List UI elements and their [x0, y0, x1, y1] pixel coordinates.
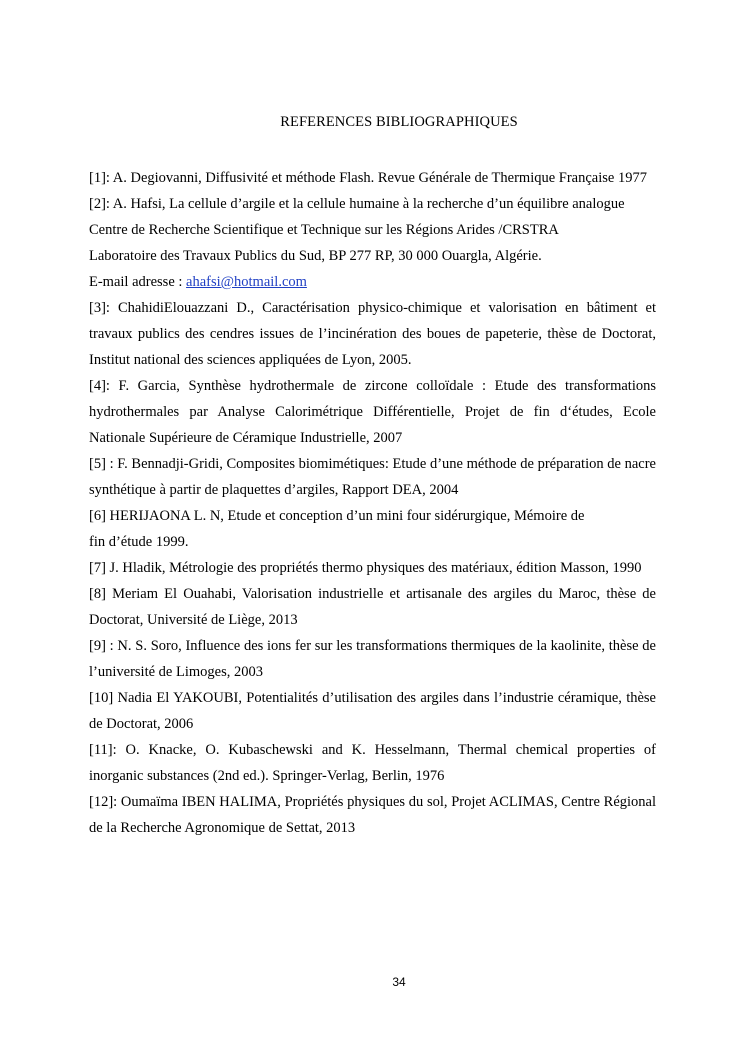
reference-6: [6] HERIJAONA L. N, Etude et conception d’un mini four sidérurgique, Mémoire de: [89, 508, 585, 524]
reference-10: [10] Nadia El YAKOUBI, Potentialités d’utilisation des argiles dans l’industrie céramique, thèse de Doctorat, 2006: [89, 690, 656, 732]
reference-8: [8] Meriam El Ouahabi, Valorisation industrielle et artisanale des argiles du Maroc, thèse de Doctorat, Université de Liège, 2013: [89, 586, 656, 628]
page-title: REFERENCES BIBLIOGRAPHIQUES: [280, 114, 518, 130]
reference-2-address: Laboratoire des Travaux Publics du Sud, BP 277 RP, 30 000 Ouargla, Algérie.: [89, 248, 542, 264]
email-link[interactable]: ahafsi@hotmail.com: [186, 274, 307, 290]
reference-2: [2]: A. Hafsi, La cellule d’argile et la cellule humaine à la recherche d’un équilibre analogue: [89, 196, 625, 212]
reference-2-affiliation: Centre de Recherche Scientifique et Technique sur les Régions Arides /CRSTRA: [89, 222, 559, 238]
reference-11: [11]: O. Knacke, O. Kubaschewski and K. Hesselmann, Thermal chemical properties of inorganic substances (2nd ed.). Springer-Verlag, Berlin, 1976: [89, 742, 656, 784]
reference-3: [3]: ChahidiElouazzani D., Caractérisation physico-chimique et valorisation en bâtiment et travaux publics des cendres issues de l’incinération des boues de papeterie, thèse de Doctorat, Institut national des sciences appliquées de Lyon, 2005.: [89, 300, 656, 368]
reference-1: [1]: A. Degiovanni, Diffusivité et méthode Flash. Revue Générale de Thermique Française 1977: [89, 170, 647, 186]
reference-9: [9] : N. S. Soro, Influence des ions fer sur les transformations thermiques de la kaolinite, thèse de l’université de Limoges, 2003: [89, 638, 656, 680]
reference-list: [89, 165, 656, 841]
reference-6-continued: fin d’étude 1999.: [89, 534, 189, 550]
page-number: 34: [392, 975, 406, 989]
reference-2-email-line: [89, 269, 656, 295]
reference-7: [7] J. Hladik, Métrologie des propriétés thermo physiques des matériaux, édition Masson, 1990: [89, 560, 642, 576]
reference-12: [12]: Oumaïma IBEN HALIMA, Propriétés physiques du sol, Projet ACLIMAS, Centre Régional de la Recherche Agronomique de Settat, 2013: [89, 794, 656, 836]
email-label: E-mail adresse :: [89, 274, 187, 290]
reference-4: [4]: F. Garcia, Synthèse hydrothermale de zircone colloïdale : Etude des transformations hydrothermales par Analyse Calorimétrique Différentielle, Projet de fin d‘études, Ecole Nationale Supérieure de Céramique Industrielle, 2007: [89, 378, 656, 446]
reference-5: [5] : F. Bennadji-Gridi, Composites biomimétiques: Etude d’une méthode de préparation de nacre synthétique à partir de plaquettes d’argiles, Rapport DEA, 2004: [89, 456, 656, 498]
